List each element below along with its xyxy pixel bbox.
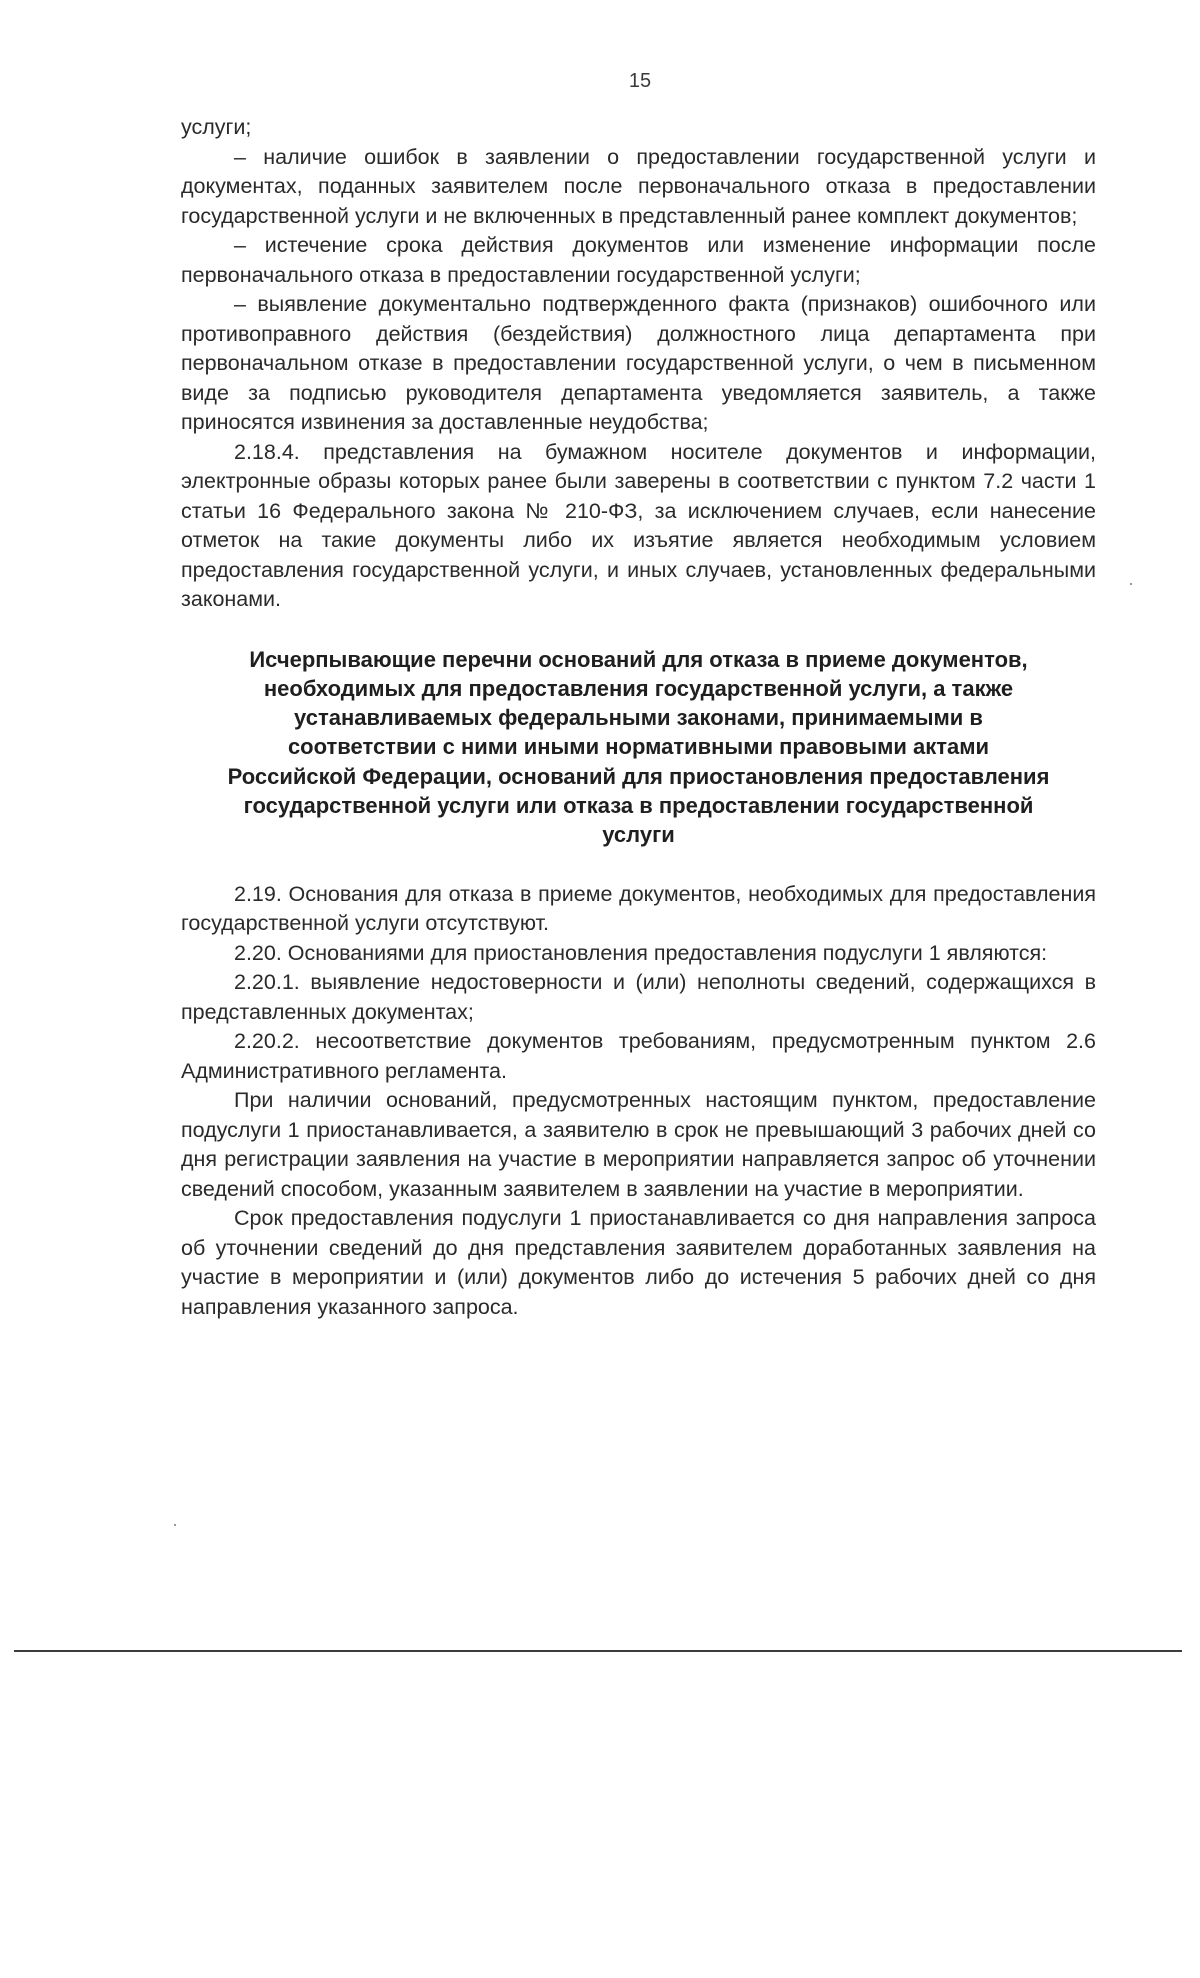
page-number: 15 — [628, 70, 652, 92]
list-item-errors: – наличие ошибок в заявлении о предоставлении государственной услуги и документах, поданных заявителем после первоначального отказа в предоставлении государственной услуги и не включенных в представленный ранее комплект документов; — [181, 144, 1096, 228]
paragraph-suspension-term: Срок предоставления подуслуги 1 приостанавливается со дня направления запроса об уточнении сведений до дня представления заявителем доработанных заявления на участие в мероприятии и (или) документов либо до истечения 5 рабочих дней со дня направления указанного запроса. — [181, 1206, 1096, 1319]
scan-speck — [174, 1524, 176, 1526]
paragraph-2-20-2: 2.20.2. несоответствие документов требованиям, предусмотренным пунктом 2.6 Административного регламента. — [181, 1029, 1096, 1083]
paragraph-suspension-grounds: При наличии оснований, предусмотренных настоящим пунктом, предоставление подуслуги 1 приостанавливается, а заявителю в срок не превышающий 3 рабочих дней со дня регистрации заявления на участие в мероприятии направляется запрос об уточнении сведений способом, указанным заявителем в заявлении на участие в мероприятии. — [181, 1088, 1096, 1201]
section-heading: Исчерпывающие перечни оснований для отказа в приеме документов, необходимых для предоставления государственной услуги, а также устанавливаемых федеральными законами, принимаемыми в соответствии с ними иными нормативными правовыми актами Российской Федерации, оснований для приостановления предоставления государственной услуги или отказа в предоставлении государственной услуги — [227, 646, 1050, 848]
paragraph-2-19: 2.19. Основания для отказа в приеме документов, необходимых для предоставления государственной услуги отсутствуют. — [181, 881, 1096, 936]
list-item-misconduct: – выявление документально подтвержденного факта (признаков) ошибочного или противоправного действия (бездействия) должностного лица департамента при первоначальном отказе в предоставлении государственной услуги, о чем в письменном виде за подписью руководителя департамента уведомляется заявитель, а также приносятся извинения за доставленные неудобства; — [181, 292, 1096, 434]
paragraph-2-20: 2.20. Основаниями для приостановления предоставления подуслуги 1 являются: — [234, 940, 1048, 965]
paragraph-2-18-4: 2.18.4. представления на бумажном носителе документов и информации, электронные образы которых ранее были заверены в соответствии с пунктом 7.2 части 1 статьи 16 Федерального закона № 210-ФЗ, за исключением случаев, если нанесение отметок на такие документы либо их изъятие является необходимым условием предоставления государственной услуги, и иных случаев, установленных федеральными законами. — [181, 439, 1096, 611]
scan-speck — [1130, 583, 1132, 585]
paragraph-continuation: услуги; — [181, 115, 252, 139]
paragraph-2-20-1: 2.20.1. выявление недостоверности и (или) неполноты сведений, содержащихся в представленных документах; — [181, 970, 1096, 1024]
list-item-expiry: – истечение срока действия документов или изменение информации после первоначального отказа в предоставлении государственной услуги; — [181, 233, 1096, 287]
document-body — [181, 113, 1096, 1322]
page-bottom-rule — [14, 1650, 1182, 1652]
